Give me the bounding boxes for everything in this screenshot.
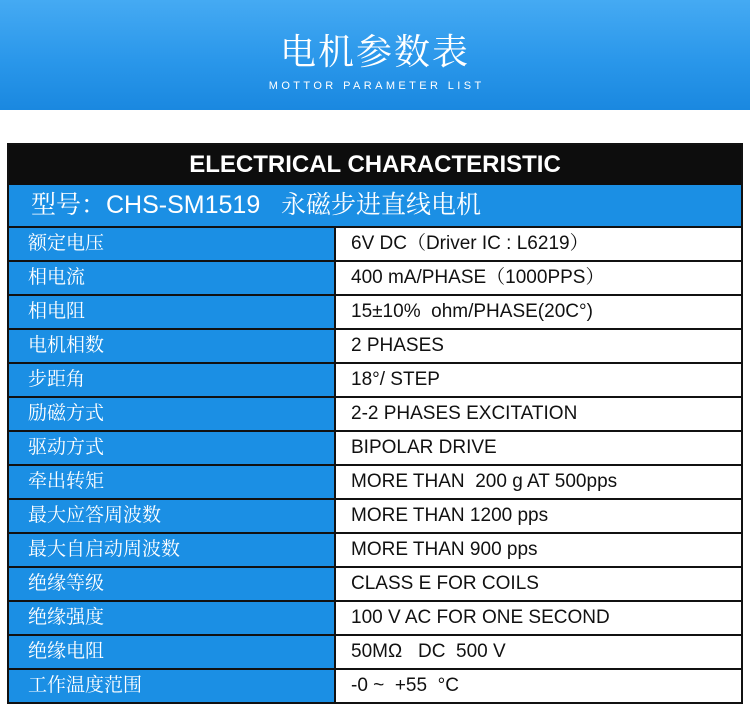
- spec-label: 牵出转矩: [9, 466, 336, 498]
- spec-value: 6V DC（Driver IC : L6219）: [351, 233, 589, 254]
- spec-label: 相电流: [9, 262, 336, 294]
- spec-label: 励磁方式: [9, 398, 336, 430]
- spec-table: [7, 143, 743, 704]
- spec-row: [9, 260, 741, 294]
- spec-value: MORE THAN 900 pps: [351, 539, 538, 560]
- spec-row: [9, 396, 741, 430]
- spec-row: [9, 498, 741, 532]
- spec-value: 400 mA/PHASE（1000PPS）: [351, 267, 605, 288]
- spec-value: 50MΩ DC 500 V: [351, 641, 506, 662]
- spec-value: 2 PHASES: [351, 335, 444, 356]
- spec-value: 100 V AC FOR ONE SECOND: [351, 607, 610, 628]
- page-subtitle: MOTTOR PARAMETER LIST: [268, 80, 485, 92]
- spec-row: [9, 600, 741, 634]
- spec-value: 18°/ STEP: [351, 369, 440, 390]
- spec-label: 最大自启动周波数: [9, 534, 336, 566]
- model-row: 型号：CHS-SM1519 永磁步进直线电机: [9, 185, 741, 226]
- spec-value: MORE THAN 200 g AT 500pps: [351, 471, 618, 492]
- spec-value: BIPOLAR DRIVE: [351, 437, 497, 458]
- spec-row: [9, 464, 741, 498]
- spec-label: 步距角: [9, 364, 336, 396]
- spec-value: -0 ~ +55 °C: [351, 675, 459, 696]
- spec-row: [9, 532, 741, 566]
- spec-label: 工作温度范围: [9, 670, 336, 702]
- spec-label: 驱动方式: [9, 432, 336, 464]
- spec-label: 相电阻: [9, 296, 336, 328]
- spec-row: [9, 294, 741, 328]
- spec-value: CLASS E FOR COILS: [351, 573, 539, 594]
- spec-row: [9, 566, 741, 600]
- page-title: 电机参数表: [279, 31, 470, 72]
- spec-row: [9, 226, 741, 260]
- spec-value: MORE THAN 1200 pps: [351, 505, 549, 526]
- table-header: ELECTRICAL CHARACTERISTIC: [9, 145, 741, 185]
- spec-label: 电机相数: [9, 330, 336, 362]
- spec-row: [9, 430, 741, 464]
- spec-row: [9, 634, 741, 668]
- spec-row: [9, 668, 741, 702]
- spec-label: 绝缘电阻: [9, 636, 336, 668]
- spec-row: [9, 362, 741, 396]
- spec-label: 额定电压: [9, 228, 336, 260]
- spec-value: 15±10% ohm/PHASE(20C°): [351, 301, 593, 322]
- spec-label: 绝缘强度: [9, 602, 336, 634]
- banner: [0, 0, 750, 110]
- spec-label: 最大应答周波数: [9, 500, 336, 532]
- spec-value: 2-2 PHASES EXCITATION: [351, 403, 578, 424]
- spec-row: [9, 328, 741, 362]
- spec-label: 绝缘等级: [9, 568, 336, 600]
